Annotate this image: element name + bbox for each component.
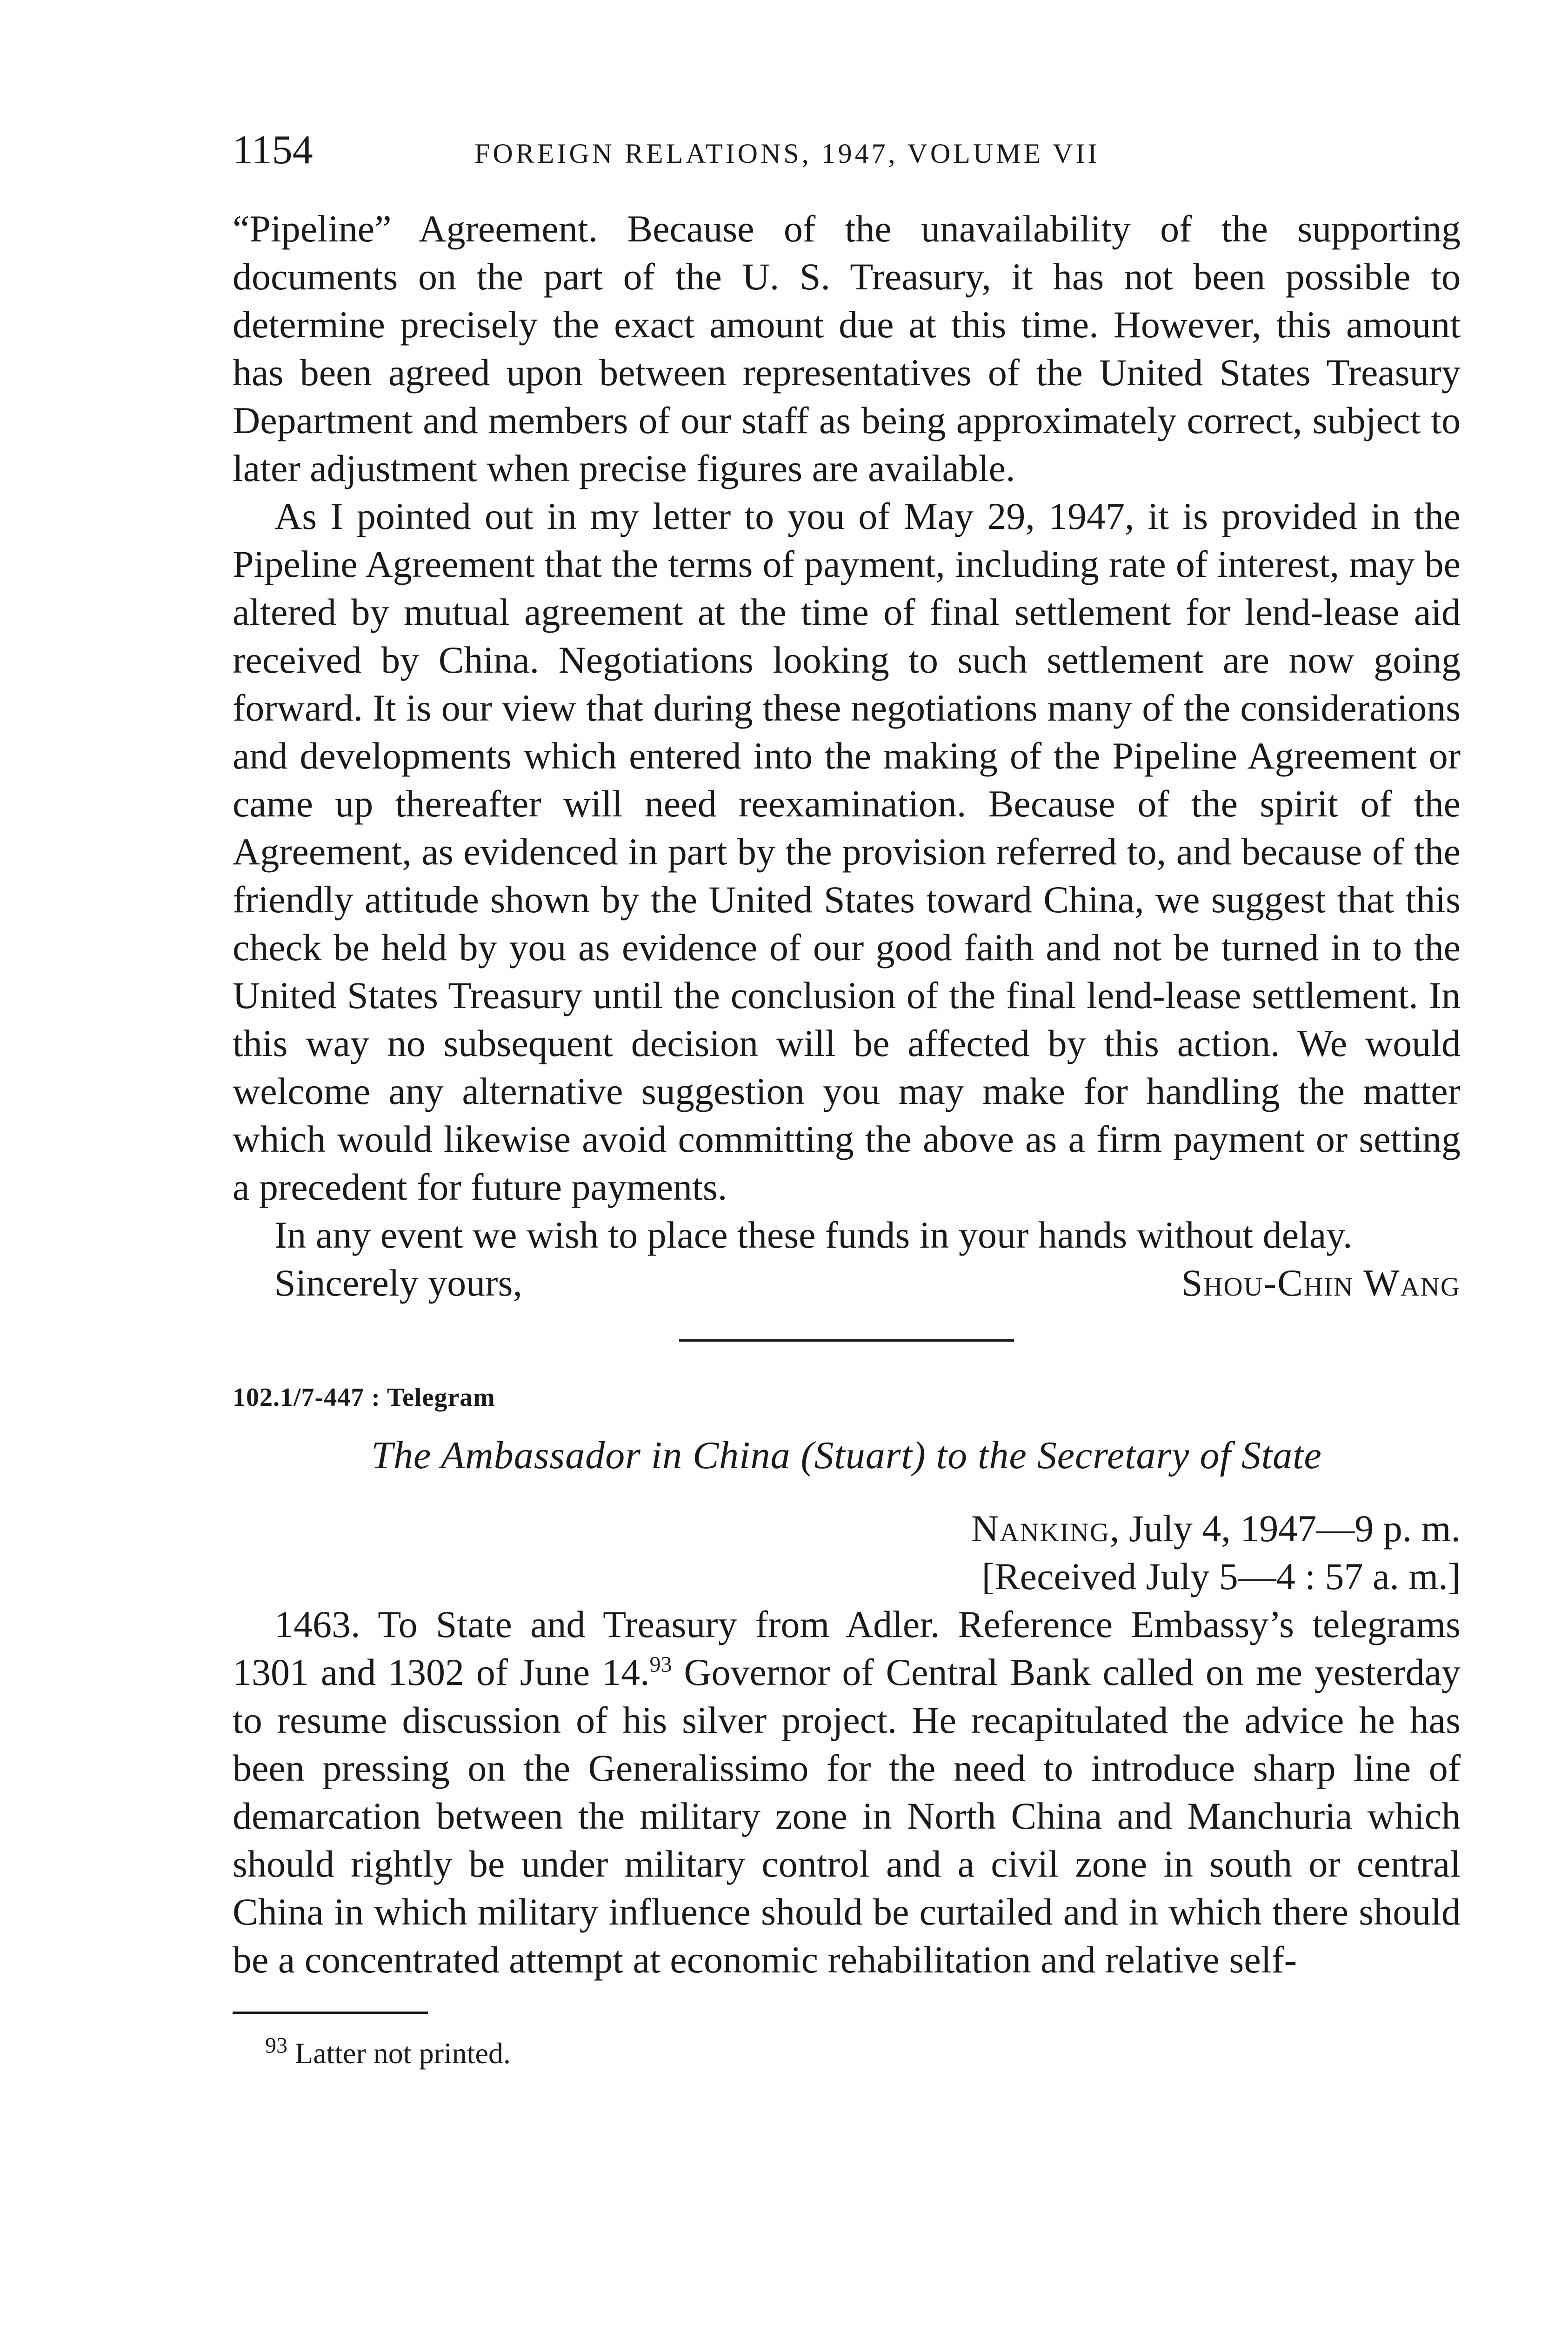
signature: Shou-Chin Wang bbox=[1181, 1262, 1461, 1304]
letter-paragraph: “Pipeline” Agreement. Because of the unavailability of the supporting documents on the part of the U. S. Treasury, it has not been possible to determine precisely the exact amount due at this time. However, this amount has been agreed upon between representatives of the United States Treasury Department and members of our staff as being approximately correct, subject to later adjustment when precise figures are available. bbox=[233, 207, 1461, 489]
letter-paragraph: As I pointed out in my letter to you of May 29, 1947, it is provided in the Pipeline Agreement that the terms of payment, including rate of interest, may be altered by mutual agreement at the time of final settlement for lend-lease aid received by China. Negotiations looking to such settlement are now going forward. It is our view that during these negotiations many of the considerations and developments which entered into the making of the Pipeline Agreement or came up thereafter will need reexamination. Because of the spirit of the Agreement, as evidenced in part by the provision referred to, and because of the friendly attitude shown by the United States toward China, we suggest that this check be held by you as evidence of our good faith and not be turned in to the United States Treasury until the conclusion of the final lend-lease settlement. In this way no subsequent decision will be affected by this action. We would welcome any alternative suggestion you may make for handling the matter which would likewise avoid committing the above as a firm payment or setting a precedent for future payments. bbox=[233, 495, 1461, 1208]
footnote-reference: 93 bbox=[649, 1652, 672, 1677]
received-line: [Received July 5—4 : 57 a. m.] bbox=[981, 1555, 1461, 1597]
section-divider bbox=[679, 1339, 1014, 1342]
footnote-marker: 93 bbox=[265, 2033, 287, 2058]
document-title: The Ambassador in China (Stuart) to the Secretary of State bbox=[371, 1434, 1322, 1477]
telegram-paragraph bbox=[233, 1600, 1461, 1984]
file-reference: 102.1/7-447 : Telegram bbox=[233, 1383, 495, 1412]
dateline-date: , July 4, 1947—9 p. m. bbox=[1110, 1507, 1461, 1550]
footnote-text: Latter not printed. bbox=[295, 2037, 511, 2070]
dateline-place: Nanking bbox=[971, 1507, 1110, 1550]
signature-block bbox=[233, 1259, 1461, 1307]
dateline bbox=[233, 1504, 1461, 1600]
dateline-line bbox=[233, 1504, 1461, 1552]
page-number: 1154 bbox=[233, 127, 313, 173]
footnote bbox=[233, 2032, 1461, 2074]
running-head: FOREIGN RELATIONS, 1947, VOLUME VII bbox=[474, 138, 1100, 169]
telegram-text: Governor of Central Bank called on me yesterday to resume discussion of his silver project. He recapitulated the advice he has been pressing on the Generalissimo for the need to introduce sharp line of demarcation between the military zone in North China and Manchuria which should rightly be under military control and a civil zone in south or central China in which military influence should be curtailed and in which there should be a concentrated attempt at economic rehabilitation and relative self- bbox=[233, 1651, 1461, 1981]
telegram-text: 1463. To State and Treasury from Adler. Reference Embassy’s telegrams 1301 and 1302 of June 14. bbox=[233, 1603, 1461, 1693]
letter-paragraph: In any event we wish to place these funds in your hands without delay. bbox=[274, 1214, 1353, 1256]
closing-line: Sincerely yours, bbox=[274, 1262, 522, 1304]
page-body bbox=[233, 205, 1461, 2074]
page-header bbox=[233, 125, 1461, 176]
footnote-divider bbox=[233, 2012, 428, 2014]
